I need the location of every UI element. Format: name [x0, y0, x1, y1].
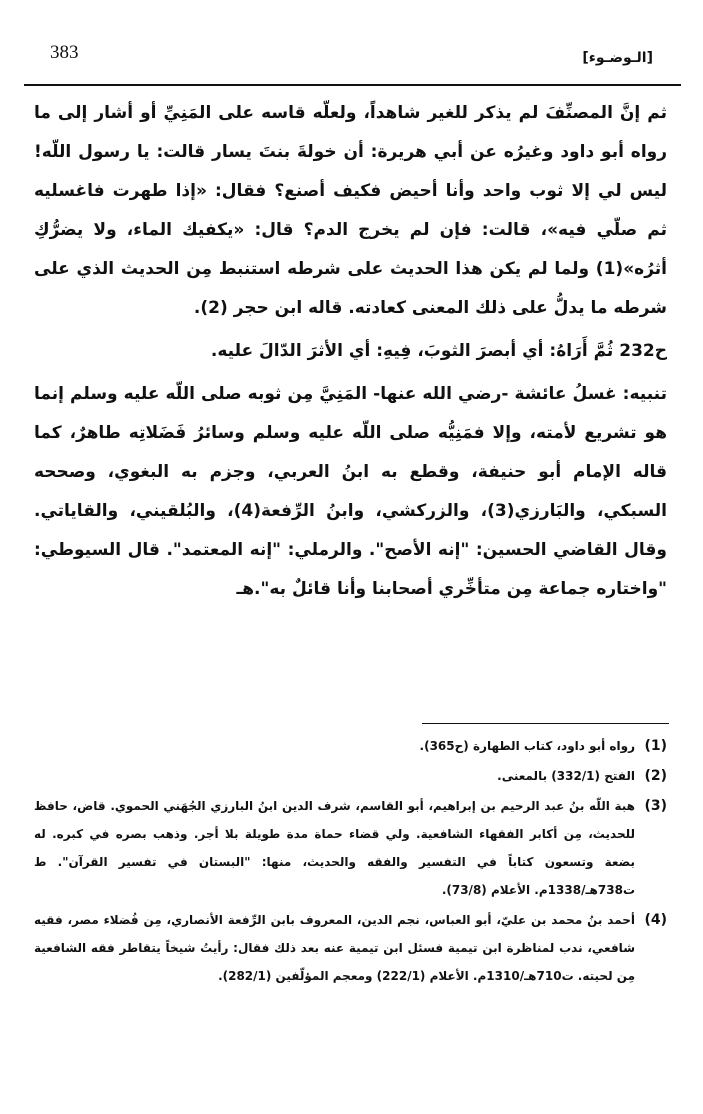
footnote-text: أحمد بنُ محمد بن عليّ، أبو العباس، نجم الدين، المعروف بابن الرِّفعة الأنصاري، مِن فُضلاء مصر، فقيه شافعي، ندب لمناظرة ابن تيمية فسئل ابن تيمية عنه بعد ذلك فقال: رأيتُ شيخاً يتقاطر فقه الشافعية مِن لحيته. ت710هـ/1310م. الأعلام (222/1) ومعجم المؤلّفين (282/1).: [34, 913, 635, 983]
footnote-2: [34, 762, 667, 790]
footnote-number: (3): [644, 798, 667, 814]
footnote-text: الفتح (332/1) بالمعنى.: [497, 769, 635, 783]
footnote-number: (1): [644, 738, 667, 754]
footnote-text: رواه أبو داود، كتاب الطهارة (ح365).: [419, 739, 635, 753]
footnote-4: [34, 906, 667, 990]
paragraph-hadith-232: ح232 ثُمَّ أَرَاهُ: أي أبصرَ الثوبَ، فِيهِ: أي الأثرَ الدّالَ عليه.: [210, 341, 667, 361]
footnote-number: (2): [644, 768, 667, 784]
footnote-1: [34, 732, 667, 760]
page-number: 383: [50, 42, 79, 63]
footnote-text: هبة اللّه بنُ عبد الرحيم بن إبراهيم، أبو القاسم، شرف الدين ابنُ البارزي الجُهَني الحموي. قاض، حافظ للحديث، مِن أكابر الفقهاء الشافعية. ولي قضاء حماة مدة طويلة بلا أجر. وذهب بصره في كبره. له بضعة وتسعون كتاباً في التفسير والفقه والحديث، منها: "البستان في تفسير القرآن". ط ت738هـ/1338م. الأعلام (73/8).: [34, 799, 635, 897]
footnote-rule: [422, 723, 669, 724]
page-header: [24, 42, 679, 82]
paragraph-note: تنبيه: غسلُ عائشة -رضي الله عنها- المَنِيَّ مِن ثوبه صلى اللّه عليه وسلم إنما هو تشريع لأمته، وإلا فمَنِيُّه صلى اللّه عليه وسلم وسائرُ فَضَلاتِه طاهرٌ، كما قاله الإمام أبو حنيفة، وقطع به ابنُ العربي، وجزم به البغوي، وصححه السبكي، والبَارزي(3)، والزركشي، وابنُ الرِّفعة(4)، والبُلقيني، والقاياتي. وقال القاضي الحسين: "إنه الأصح". والرملي: "إنه المعتمد". قال السيوطي: "واختاره جماعة مِن متأخِّري أصحابنا وأنا قائلٌ به".هـ: [34, 384, 667, 599]
footnotes: [34, 732, 667, 992]
paragraph-intro: ثم إنَّ المصنِّفَ لم يذكر للغير شاهداً، ولعلّه قاسه على المَنِيِّ أو أشار إلى ما رواه أبو داود وغيرُه عن أبي هريرة: أن خولةَ بنتَ يسار قالت: يا رسول اللّه! ليس لي إلا ثوب واحد وأنا أحيض فكيف أصنع؟ فقال: «إذا طهرت فاغسليه ثم صلّي فيه»، قالت: فإن لم يخرج الدم؟ قال: «يكفيك الماء، ولا يضرُّكِ أثرُه»(1) ولما لم يكن هذا الحديث على شرطه استنبط مِن الحديث الذي على شرطه ما يدلُّ على ذلك المعنى كعادته. قاله ابن حجر (2).: [34, 103, 667, 318]
footnote-3: [34, 792, 667, 904]
header-rule: [24, 84, 681, 86]
footnote-number: (4): [644, 912, 667, 928]
main-text: [34, 94, 667, 609]
running-title: [الـوضـوء]: [582, 50, 653, 66]
